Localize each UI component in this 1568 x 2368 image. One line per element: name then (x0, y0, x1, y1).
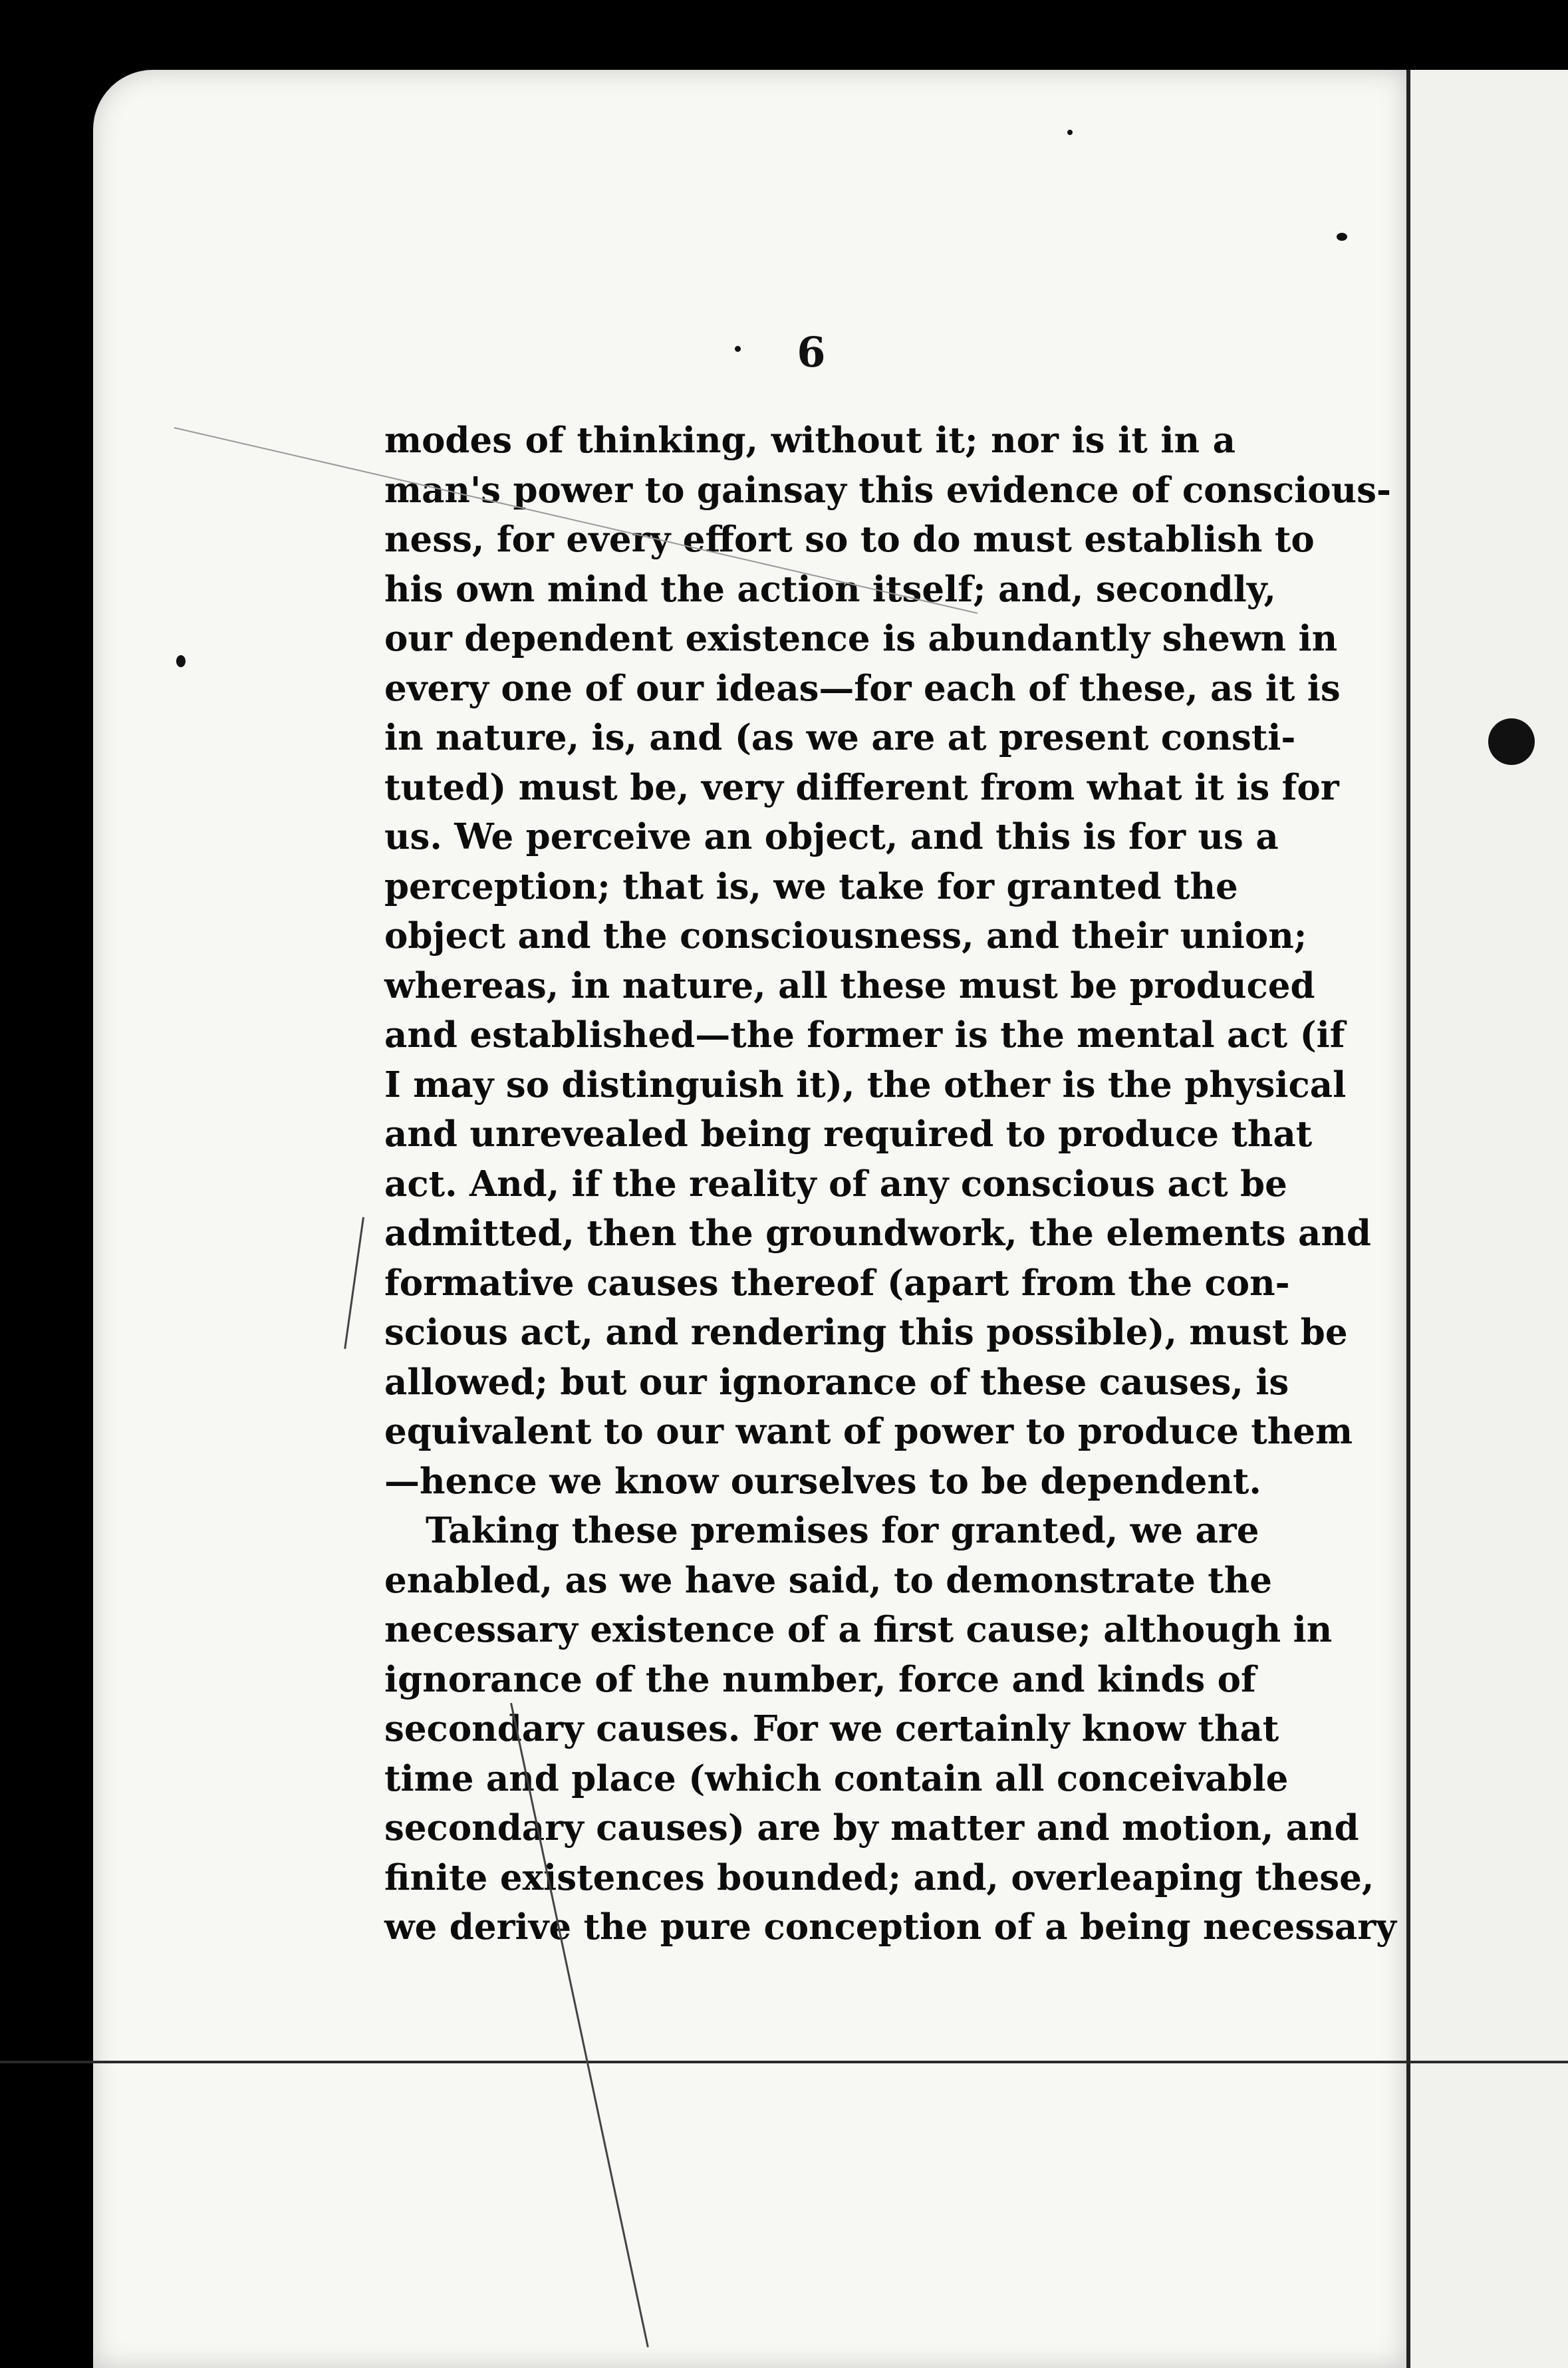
text-line: enabled, as we have said, to demonstrate the (384, 1559, 1273, 1601)
text-line: scious act, and rendering this possible), must be (384, 1312, 1348, 1353)
text-line: act. And, if the reality of any conscious act be (384, 1163, 1287, 1205)
text-line: tuted) must be, very different from what it is for (384, 766, 1339, 808)
text-line: secondary causes. For we certainly know that (384, 1708, 1279, 1749)
text-line: equivalent to our want of power to produce them (384, 1411, 1353, 1452)
text-line: ignorance of the number, force and kinds of (384, 1658, 1256, 1700)
adjacent-page-edge (1406, 70, 1568, 2368)
text-line: —hence we know ourselves to be dependent. (384, 1460, 1261, 1502)
text-line: man's power to gainsay this evidence of conscious- (384, 469, 1391, 511)
body-text (384, 416, 1396, 1952)
text-line: Taking these premises for granted, we are (426, 1510, 1259, 1551)
text-line: object and the consciousness, and their union; (384, 915, 1307, 957)
text-line: perception; that is, we take for granted the (384, 865, 1238, 907)
text-line: his own mind the action itself; and, secondly, (384, 568, 1276, 610)
text-line: and established—the former is the mental act (if (384, 1014, 1345, 1056)
text-line: formative causes thereof (apart from the con- (384, 1262, 1290, 1304)
text-line: every one of our ideas—for each of these, as it is (384, 667, 1341, 709)
text-line: ness, for every effort so to do must establish to (384, 519, 1315, 560)
text-line: in nature, is, and (as we are at present consti- (384, 717, 1296, 758)
text-line: us. We perceive an object, and this is for us a (384, 816, 1279, 857)
text-line: secondary causes) are by matter and motion, and (384, 1807, 1359, 1849)
ink-speck (176, 655, 186, 667)
ink-speck (1067, 130, 1073, 135)
scan-fold-line (0, 2061, 1568, 2063)
text-line: and unrevealed being required to produce that (384, 1113, 1313, 1155)
text-line: time and place (which contain all conceivable (384, 1757, 1289, 1799)
page-number: 6 (797, 328, 826, 376)
text-line: modes of thinking, without it; nor is it in a (384, 420, 1236, 461)
ink-speck (1337, 233, 1347, 241)
text-line: we derive the pure conception of a being necessary (384, 1906, 1396, 1948)
text-line: our dependent existence is abundantly shewn in (384, 618, 1338, 659)
text-line: finite existences bounded; and, overleaping these, (384, 1856, 1374, 1898)
text-line: I may so distinguish it), the other is the physical (384, 1064, 1347, 1106)
text-line: necessary existence of a first cause; although in (384, 1609, 1333, 1650)
text-line: allowed; but our ignorance of these causes, is (384, 1361, 1289, 1403)
ink-speck (735, 346, 741, 352)
text-line: admitted, then the groundwork, the elements and (384, 1213, 1371, 1254)
ink-blot (1488, 718, 1535, 765)
text-line: whereas, in nature, all these must be produced (384, 964, 1315, 1006)
